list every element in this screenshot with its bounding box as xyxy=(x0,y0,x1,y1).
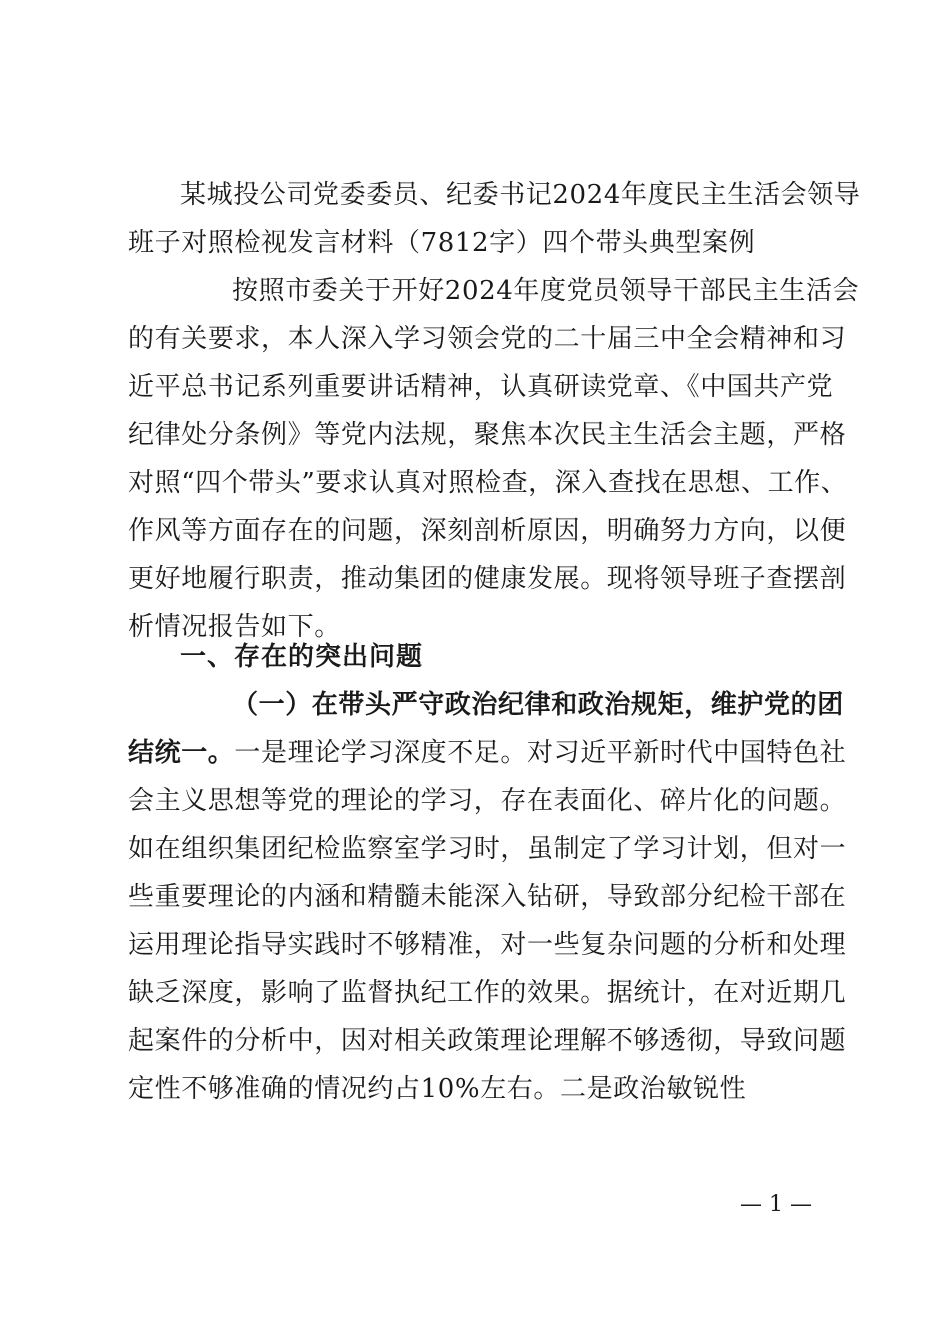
body-line-2: 会主义思想等党的理论的学习，存在表面化、碎片化的问题。 xyxy=(128,786,847,816)
body-line-4: 些重要理论的内涵和精髓未能深入钻研，导致部分纪检干部在 xyxy=(128,882,847,912)
subheading-line-1: （一）在带头严守政治纪律和政治规矩，维护党的团 xyxy=(232,690,844,720)
title-line-1: 某城投公司党委委员、纪委书记2024年度民主生活会领导 xyxy=(180,180,861,210)
body-line-1-text: 一是理论学习深度不足。对习近平新时代中国特色社 xyxy=(234,738,847,768)
section-heading: 一、存在的突出问题 xyxy=(180,642,424,672)
intro-line-7: 更好地履行职责，推动集团的健康发展。现将领导班子查摆剖 xyxy=(128,564,847,594)
body-line-6: 缺乏深度，影响了监督执纪工作的效果。据统计，在对近期几 xyxy=(128,978,847,1008)
intro-line-4: 纪律处分条例》等党内法规，聚焦本次民主生活会主题，严格 xyxy=(128,420,847,450)
body-line-8: 定性不够准确的情况约占10%左右。二是政治敏锐性 xyxy=(128,1074,747,1104)
title-line-2: 班子对照检视发言材料（7812字）四个带头典型案例 xyxy=(128,228,756,258)
subheading-end: 结统一。 xyxy=(128,738,235,768)
page-number: — 1 — xyxy=(740,1192,812,1217)
intro-line-2: 的有关要求，本人深入学习领会党的二十届三中全会精神和习 xyxy=(128,324,847,354)
body-line-1 xyxy=(128,738,847,768)
body-line-3: 如在组织集团纪检监察室学习时，虽制定了学习计划，但对一 xyxy=(128,834,847,864)
intro-line-3: 近平总书记系列重要讲话精神，认真研读党章、《中国共产党 xyxy=(128,372,834,402)
body-line-5: 运用理论指导实践时不够精准，对一些复杂问题的分析和处理 xyxy=(128,930,847,960)
intro-line-6: 作风等方面存在的问题，深刻剖析原因，明确努力方向，以便 xyxy=(128,516,847,546)
intro-line-8: 析情况报告如下。 xyxy=(128,612,341,642)
body-line-7: 起案件的分析中，因对相关政策理论理解不够透彻，导致问题 xyxy=(128,1026,847,1056)
intro-line-1: 按照市委关于开好2024年度党员领导干部民主生活会 xyxy=(232,276,860,306)
intro-line-5: 对照“四个带头”要求认真对照检查，深入查找在思想、工作、 xyxy=(128,468,848,498)
